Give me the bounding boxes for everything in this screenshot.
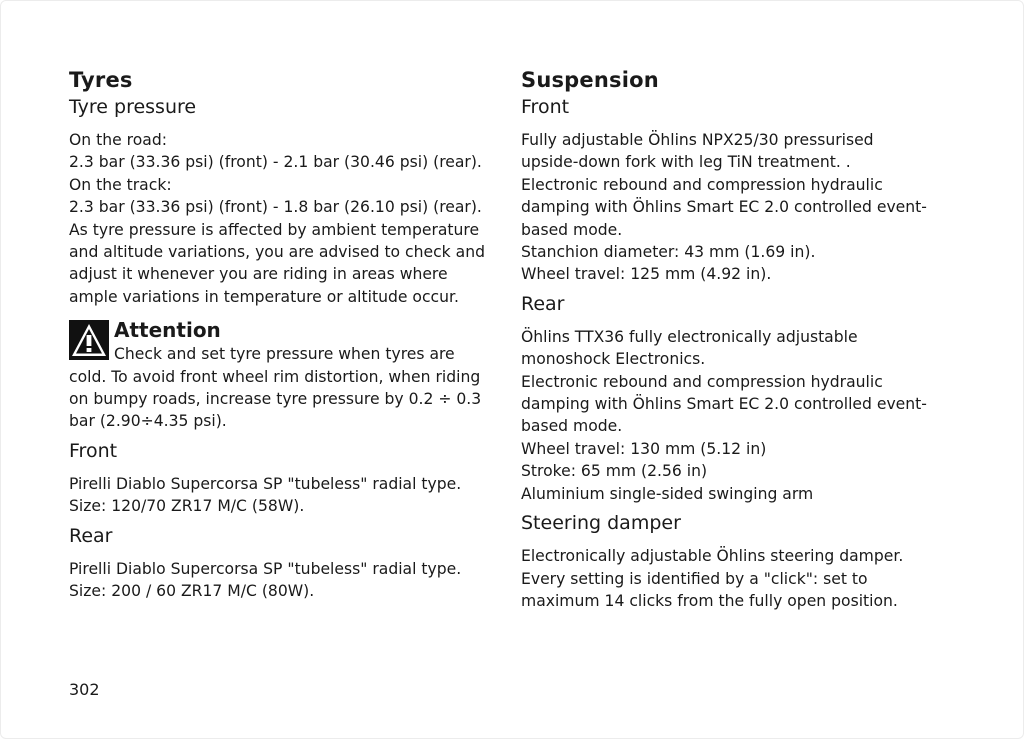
text-line: ample variations in temperature or altitude occur. (69, 287, 459, 306)
suspension-rear-heading: Rear (521, 292, 565, 315)
text-line: As tyre pressure is affected by ambient temperature (69, 220, 480, 239)
text-line: monoshock Electronics. (521, 350, 706, 369)
attention-text (69, 343, 509, 433)
text-line: based mode. (521, 417, 623, 436)
text-line: Size: 200 / 60 ZR17 M/C (80W). (69, 582, 315, 601)
tyre-front-text (69, 473, 509, 518)
text-line: on bumpy roads, increase tyre pressure by 0.2 ÷ 0.3 (69, 390, 482, 409)
text-line: Electronic rebound and compression hydraulic (521, 175, 883, 194)
text-line: Stroke: 65 mm (2.56 in) (521, 462, 708, 481)
suspension-front-text (521, 129, 961, 286)
attention-title: Attention (114, 318, 221, 343)
tyre-rear-text (69, 558, 509, 603)
text-line: On the track: (69, 175, 172, 194)
attention-box (69, 317, 509, 433)
text-line: Pirelli Diablo Supercorsa SP "tubeless" radial type. (69, 474, 462, 493)
tyres-section (69, 66, 509, 603)
text-line: Öhlins TTX36 fully electronically adjustable (521, 327, 858, 346)
steering-damper-text (521, 545, 961, 612)
warning-triangle-icon (69, 320, 109, 360)
text-line: damping with Öhlins Smart EC 2.0 controlled event- (521, 395, 927, 414)
text-line: On the road: (69, 131, 167, 149)
text-line: Size: 120/70 ZR17 M/C (58W). (69, 497, 305, 516)
text-line: Fully adjustable Öhlins NPX25/30 pressurised (521, 131, 874, 149)
text-line: based mode. (521, 220, 623, 239)
suspension-rear-text (521, 326, 961, 505)
text-line: upside-down fork with leg TiN treatment. . (521, 153, 851, 172)
text-line: and altitude variations, you are advised to check and (69, 243, 485, 262)
text-line: Electronically adjustable Öhlins steering damper. (521, 547, 904, 566)
text-line: 2.3 bar (33.36 psi) (front) - 1.8 bar (26.10 psi) (rear). (69, 198, 482, 217)
text-line: bar (2.90÷4.35 psi). (69, 412, 227, 431)
text-line: Every setting is identified by a "click": set to (521, 569, 868, 588)
text-line: Wheel travel: 125 mm (4.92 in). (521, 265, 772, 284)
text-line: Check and set tyre pressure when tyres are (114, 345, 455, 364)
tyre-front-heading: Front (69, 439, 118, 462)
text-line: Electronic rebound and compression hydraulic (521, 372, 883, 391)
text-line: Stanchion diameter: 43 mm (1.69 in). (521, 243, 816, 262)
page-number: 302 (69, 680, 100, 699)
text-line: maximum 14 clicks from the fully open position. (521, 591, 898, 610)
tyre-pressure-text (69, 129, 509, 308)
text-line: 2.3 bar (33.36 psi) (front) - 2.1 bar (30.46 psi) (rear). (69, 153, 482, 172)
suspension-section (521, 66, 961, 612)
text-line: damping with Öhlins Smart EC 2.0 controlled event- (521, 198, 927, 217)
suspension-title: Suspension (521, 68, 659, 92)
steering-damper-heading: Steering damper (521, 512, 681, 535)
tyre-rear-heading: Rear (69, 524, 113, 547)
text-line: adjust it whenever you are riding in areas where (69, 265, 448, 284)
tyres-title: Tyres (69, 68, 133, 92)
text-line: Aluminium single-sided swinging arm (521, 484, 814, 503)
tyre-pressure-heading: Tyre pressure (69, 96, 197, 118)
text-line: Wheel travel: 130 mm (5.12 in) (521, 439, 767, 458)
text-line: Pirelli Diablo Supercorsa SP "tubeless" radial type. (69, 559, 462, 578)
suspension-front-heading: Front (521, 96, 570, 118)
text-line: cold. To avoid front wheel rim distortion, when riding (69, 367, 481, 386)
